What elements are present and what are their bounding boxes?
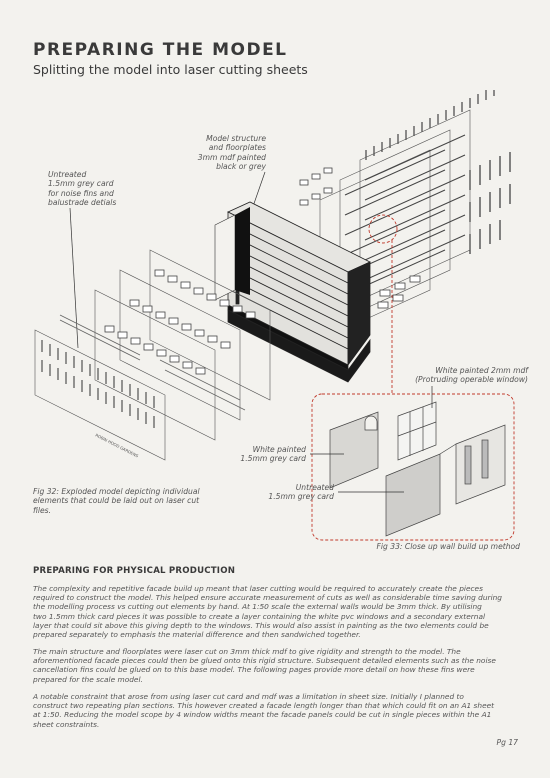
back-fins-panel — [366, 90, 494, 160]
fig33-caption: Fig 33: Close up wall build up method — [376, 542, 520, 551]
paragraph-2: The main structure and floorplates were laser cut on 3mm thick mdf to give rigidity and strength to the model. The aforementioned facade pieces could then be glued onto this rigid structure. Subsequent detailed elements such as the noise cancellation fins could be glued on to this base model. The following pages provide more detail on how these fins were prepared for the scale model. — [33, 647, 496, 684]
block-end-dark — [235, 207, 250, 295]
label-untreated-card: Untreated 1.5mm grey card — [268, 483, 334, 502]
paragraph-3: A notable constraint that arose from using laser cut card and mdf was a limitation in sheet size. Initially I planned to construct two repeating plan sections. This however created a facade length longer than that which could fit on an A1 sheet at 1:50. Reducing the model scope by 4 window widths meant the facade panels could be cut in single pieces within the A1 sheet constraints. — [33, 692, 495, 729]
label-white-painted-card: White painted 1.5mm grey card — [240, 445, 306, 464]
balustrade-strips — [60, 315, 245, 410]
wall-detail-drawing — [330, 402, 505, 536]
page-subtitle: Splitting the model into laser cutting sheets — [33, 62, 308, 77]
paragraph-1: The complexity and repetitive facade build up meant that laser cutting would be required to accurately create the pieces required to construct the model. This helped ensure accurate measurement of cuts as well as considerable time saving during the modelling process vs cutting out elements by hand. At 1:50 scale the external walls would be 3mm thick. By utilising two 1.5mm thick card pieces it was possible to create a layer containing the white pvc windows and a secondary external layer that could sit above this giving depth to the windows. This would also assist in painting as the two elements could be prepared separately to emphasis the material difference and then sandwiched together. — [33, 584, 503, 640]
label-model-structure: Model structure and floorplates 3mm mdf painted black or grey — [197, 134, 266, 172]
page-number: Pg 17 — [496, 738, 518, 747]
detail-callout-circle — [369, 215, 397, 243]
label-white-painted-mdf: White painted 2mm mdf (Protruding operable window) — [415, 366, 528, 385]
exploded-model-figure — [0, 90, 550, 560]
section-heading: PREPARING FOR PHYSICAL PRODUCTION — [33, 566, 236, 576]
tiny-label: ROBIN HOOD GARDENS — [94, 432, 140, 459]
page-title: PREPARING THE MODEL — [33, 40, 288, 60]
label-untreated-grey-card: Untreated 1.5mm grey card for noise fins and balustrade detials — [48, 170, 117, 208]
back-fins-columns — [470, 152, 510, 254]
fig32-caption: Fig 32: Exploded model depicting individual elements that could be laid out on laser cut files. — [33, 487, 200, 515]
